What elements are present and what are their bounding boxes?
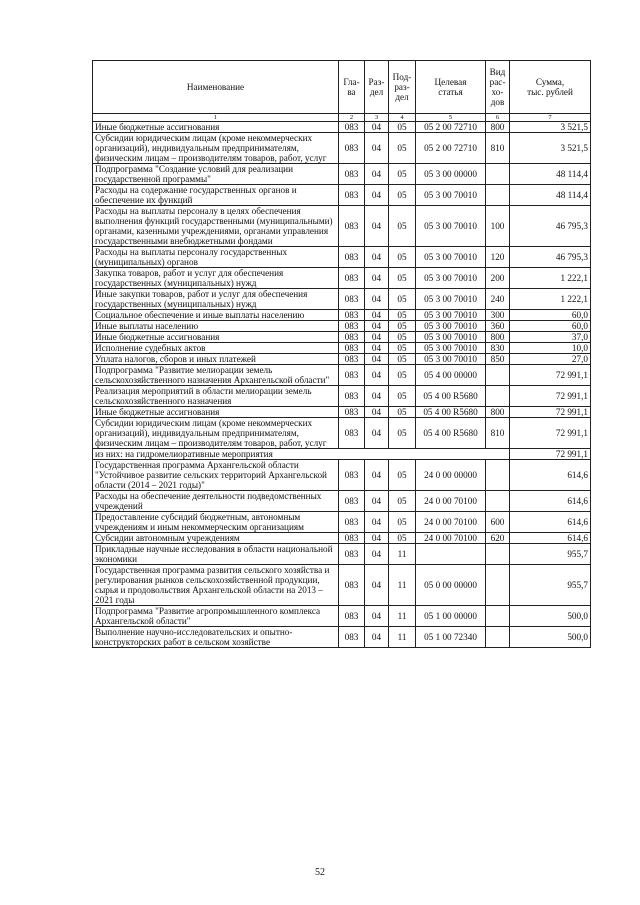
- sum-cell: 500,0: [510, 606, 591, 627]
- podrazdel-cell: 05: [389, 512, 416, 533]
- glava-cell: 083: [339, 512, 365, 533]
- podrazdel-cell: 05: [389, 533, 416, 544]
- vid-cell: [486, 606, 510, 627]
- col-number: 6: [486, 114, 510, 122]
- sum-cell: 1 222,1: [510, 268, 591, 289]
- podrazdel-cell: 05: [389, 122, 416, 133]
- vid-cell: 300: [486, 310, 510, 321]
- col-glava-header: Гла- ва: [339, 61, 365, 114]
- podrazdel-cell: 05: [389, 332, 416, 343]
- podrazdel-cell: 05: [389, 185, 416, 206]
- vid-cell: [486, 365, 510, 386]
- target-cell: 05 3 00 70010: [416, 206, 486, 247]
- razdel-cell: 04: [365, 343, 389, 354]
- podrazdel-cell: 05: [389, 365, 416, 386]
- glava-cell: 083: [339, 491, 365, 512]
- glava-cell: 083: [339, 332, 365, 343]
- razdel-cell: 04: [365, 268, 389, 289]
- name-cell: Подпрограмма "Развитие мелиорации земель сельскохозяйственного назначения Архангельской области": [93, 365, 339, 386]
- podrazdel-cell: 11: [389, 544, 416, 565]
- razdel-cell: 04: [365, 460, 389, 491]
- podrazdel-cell: 05: [389, 321, 416, 332]
- razdel-cell: 04: [365, 164, 389, 185]
- razdel-cell: 04: [365, 365, 389, 386]
- target-cell: 05 4 00 R5680: [416, 386, 486, 407]
- glava-cell: 083: [339, 407, 365, 418]
- table-row: [93, 512, 591, 533]
- razdel-cell: 04: [365, 122, 389, 133]
- sum-cell: 60,0: [510, 321, 591, 332]
- vid-cell: [486, 185, 510, 206]
- name-cell: Социальное обеспечение и иные выплаты населению: [93, 310, 339, 321]
- target-cell: 24 0 00 70100: [416, 491, 486, 512]
- razdel-cell: 04: [365, 247, 389, 268]
- glava-cell: 083: [339, 289, 365, 310]
- vid-cell: 800: [486, 407, 510, 418]
- vid-cell: [486, 544, 510, 565]
- name-cell: Закупка товаров, работ и услуг для обеспечения государственных (муниципальных) нужд: [93, 268, 339, 289]
- table-row: [93, 164, 591, 185]
- table-row: [93, 310, 591, 321]
- name-cell: Субсидии юридическим лицам (кроме некоммерческих организаций), индивидуальным предпринимателям, физическим лицам – производителям товаров, работ, услуг: [93, 418, 339, 449]
- podrazdel-cell: 11: [389, 565, 416, 606]
- sum-cell: 72 991,1: [510, 407, 591, 418]
- glava-cell: 083: [339, 544, 365, 565]
- col-number: 7: [510, 114, 591, 122]
- razdel-cell: 04: [365, 206, 389, 247]
- vid-cell: 800: [486, 332, 510, 343]
- col-number: 2: [339, 114, 365, 122]
- target-cell: 05 4 00 00000: [416, 365, 486, 386]
- table-row: [93, 565, 591, 606]
- table-row: [93, 418, 591, 449]
- target-cell: 24 0 00 00000: [416, 460, 486, 491]
- glava-cell: 083: [339, 533, 365, 544]
- target-cell: 24 0 00 70100: [416, 512, 486, 533]
- razdel-cell: 04: [365, 407, 389, 418]
- table-row: [93, 206, 591, 247]
- razdel-cell: 04: [365, 133, 389, 164]
- razdel-cell: 04: [365, 185, 389, 206]
- table-row: [93, 460, 591, 491]
- razdel-cell: 04: [365, 418, 389, 449]
- target-cell: 05 4 00 R5680: [416, 418, 486, 449]
- podrazdel-cell: 05: [389, 289, 416, 310]
- table-row: [93, 386, 591, 407]
- sum-cell: 3 521,5: [510, 122, 591, 133]
- target-cell: 05 3 00 70010: [416, 354, 486, 365]
- sum-cell: 37,0: [510, 332, 591, 343]
- target-cell: 05 1 00 00000: [416, 606, 486, 627]
- table-row: [93, 122, 591, 133]
- header-row: [93, 61, 591, 114]
- sum-cell: 955,7: [510, 565, 591, 606]
- vid-cell: 620: [486, 533, 510, 544]
- podrazdel-cell: 05: [389, 407, 416, 418]
- razdel-cell: 04: [365, 289, 389, 310]
- vid-cell: 200: [486, 268, 510, 289]
- name-cell: Предоставление субсидий бюджетным, автономным учреждениям и иным некоммерческим организациям: [93, 512, 339, 533]
- glava-cell: 083: [339, 247, 365, 268]
- page-number: 52: [315, 867, 325, 878]
- name-cell: Государственная программа Архангельской области "Устойчивое развитие сельских территорий Архангельской области (2014 – 2021 годы)": [93, 460, 339, 491]
- podrazdel-cell: 11: [389, 627, 416, 648]
- razdel-cell: 04: [365, 627, 389, 648]
- table-row: [93, 354, 591, 365]
- col-sum-header: Сумма, тыс. рублей: [510, 61, 591, 114]
- razdel-cell: 04: [365, 544, 389, 565]
- sum-cell: 46 795,3: [510, 247, 591, 268]
- podrazdel-cell: 05: [389, 164, 416, 185]
- target-cell: 05 3 00 70010: [416, 247, 486, 268]
- column-number-row: [93, 114, 591, 122]
- name-cell: Уплата налогов, сборов и иных платежей: [93, 354, 339, 365]
- podrazdel-cell: 05: [389, 460, 416, 491]
- name-cell: Иные закупки товаров, работ и услуг для обеспечения государственных (муниципальных) нужд: [93, 289, 339, 310]
- podrazdel-cell: 05: [389, 343, 416, 354]
- name-cell: Субсидии юридическим лицам (кроме некоммерческих организаций), индивидуальным предпринимателям, физическим лицам – производителям товаров, работ, услуг: [93, 133, 339, 164]
- glava-cell: 083: [339, 354, 365, 365]
- vid-cell: [486, 386, 510, 407]
- sum-cell: 10,0: [510, 343, 591, 354]
- name-cell: Выполнение научно-исследовательских и опытно-конструкторских работ в сельском хозяйстве: [93, 627, 339, 648]
- name-cell: Расходы на содержание государственных органов и обеспечение их функций: [93, 185, 339, 206]
- vid-cell: 120: [486, 247, 510, 268]
- table-row: [93, 343, 591, 354]
- podrazdel-cell: 05: [389, 133, 416, 164]
- table-row: [93, 332, 591, 343]
- sum-cell: 500,0: [510, 627, 591, 648]
- table-row: [93, 544, 591, 565]
- table-header: [93, 61, 591, 122]
- razdel-cell: 04: [365, 310, 389, 321]
- target-cell: 05 3 00 70010: [416, 289, 486, 310]
- name-cell: Исполнение судебных актов: [93, 343, 339, 354]
- sum-cell: 48 114,4: [510, 164, 591, 185]
- target-cell: 05 3 00 70010: [416, 343, 486, 354]
- sum-cell: 3 521,5: [510, 133, 591, 164]
- name-cell: Расходы на обеспечение деятельности подведомственных учреждений: [93, 491, 339, 512]
- podrazdel-cell: 05: [389, 206, 416, 247]
- name-cell: Государственная программа развития сельского хозяйства и регулирования рынков сельскохозяйственной продукции, сырья и продовольствия Архангельской области на 2013 – 2021 годы: [93, 565, 339, 606]
- target-cell: 05 4 00 R5680: [416, 407, 486, 418]
- name-cell: Иные выплаты населению: [93, 321, 339, 332]
- sum-cell: 72 991,1: [510, 418, 591, 449]
- vid-cell: [486, 627, 510, 648]
- col-number: 5: [416, 114, 486, 122]
- vid-cell: [486, 460, 510, 491]
- name-cell: Иные бюджетные ассигнования: [93, 407, 339, 418]
- glava-cell: 083: [339, 185, 365, 206]
- target-cell: [416, 544, 486, 565]
- table-row: [93, 185, 591, 206]
- sum-cell: 72 991,1: [510, 449, 591, 460]
- name-cell: Подпрограмма "Развитие агропромышленного комплекса Архангельской области": [93, 606, 339, 627]
- table-row: [93, 533, 591, 544]
- vid-cell: 360: [486, 321, 510, 332]
- razdel-cell: 04: [365, 512, 389, 533]
- podrazdel-cell: 05: [389, 386, 416, 407]
- sum-cell: 48 114,4: [510, 185, 591, 206]
- podrazdel-cell: 05: [389, 268, 416, 289]
- name-cell: Подпрограмма "Создание условий для реализации государственной программы": [93, 164, 339, 185]
- razdel-cell: 04: [365, 321, 389, 332]
- table-row: [93, 289, 591, 310]
- table-row: [93, 268, 591, 289]
- glava-cell: 083: [339, 206, 365, 247]
- sum-cell: 614,6: [510, 533, 591, 544]
- sum-cell: 72 991,1: [510, 365, 591, 386]
- sum-cell: 614,6: [510, 512, 591, 533]
- vid-cell: 810: [486, 418, 510, 449]
- vid-cell: [486, 565, 510, 606]
- razdel-cell: 04: [365, 606, 389, 627]
- name-cell: Субсидии автономным учреждениям: [93, 533, 339, 544]
- vid-cell: 600: [486, 512, 510, 533]
- glava-cell: 083: [339, 310, 365, 321]
- glava-cell: 083: [339, 268, 365, 289]
- razdel-cell: 04: [365, 354, 389, 365]
- vid-cell: 810: [486, 133, 510, 164]
- glava-cell: 083: [339, 386, 365, 407]
- glava-cell: 083: [339, 418, 365, 449]
- table-row: [93, 321, 591, 332]
- razdel-cell: 04: [365, 332, 389, 343]
- col-number: 1: [93, 114, 339, 122]
- target-cell: 05 2 00 72710: [416, 133, 486, 164]
- glava-cell: 083: [339, 321, 365, 332]
- target-cell: 05 0 00 00000: [416, 565, 486, 606]
- table-row: [93, 491, 591, 512]
- note-cell: из них: на гидромелиоративные мероприятия: [93, 449, 510, 460]
- target-cell: 05 3 00 70010: [416, 268, 486, 289]
- target-cell: 05 1 00 72340: [416, 627, 486, 648]
- table-row: [93, 407, 591, 418]
- col-podrazdel-header: Под- раз- дел: [389, 61, 416, 114]
- glava-cell: 083: [339, 627, 365, 648]
- sum-cell: 955,7: [510, 544, 591, 565]
- col-name-header: Наименование: [93, 61, 339, 114]
- name-cell: Реализация мероприятий в области мелиорации земель сельскохозяйственного назначения: [93, 386, 339, 407]
- podrazdel-cell: 11: [389, 606, 416, 627]
- name-cell: Расходы на выплаты персоналу в целях обеспечения выполнения функций государственными (муниципальными) органами, казенными учреждениями, органами управления государственными внебюджетными фондами: [93, 206, 339, 247]
- vid-cell: 240: [486, 289, 510, 310]
- col-target-header: Целевая статья: [416, 61, 486, 114]
- target-cell: 05 3 00 00000: [416, 164, 486, 185]
- table-row: [93, 449, 591, 460]
- razdel-cell: 04: [365, 491, 389, 512]
- podrazdel-cell: 05: [389, 491, 416, 512]
- sum-cell: 27,0: [510, 354, 591, 365]
- table-row: [93, 133, 591, 164]
- table-row: [93, 627, 591, 648]
- table-body: [93, 122, 591, 648]
- glava-cell: 083: [339, 606, 365, 627]
- col-number: 4: [389, 114, 416, 122]
- glava-cell: 083: [339, 122, 365, 133]
- glava-cell: 083: [339, 460, 365, 491]
- vid-cell: 800: [486, 122, 510, 133]
- budget-table: [92, 60, 591, 648]
- table-row: [93, 606, 591, 627]
- col-vid-header: Вид рас- хо- дов: [486, 61, 510, 114]
- razdel-cell: 04: [365, 533, 389, 544]
- table-row: [93, 247, 591, 268]
- vid-cell: 100: [486, 206, 510, 247]
- target-cell: 05 3 00 70010: [416, 310, 486, 321]
- col-razdel-header: Раз- дел: [365, 61, 389, 114]
- name-cell: Прикладные научные исследования в области национальной экономики: [93, 544, 339, 565]
- target-cell: 05 3 00 70010: [416, 321, 486, 332]
- table-row: [93, 365, 591, 386]
- sum-cell: 1 222,1: [510, 289, 591, 310]
- razdel-cell: 04: [365, 386, 389, 407]
- podrazdel-cell: 05: [389, 354, 416, 365]
- podrazdel-cell: 05: [389, 418, 416, 449]
- glava-cell: 083: [339, 133, 365, 164]
- glava-cell: 083: [339, 365, 365, 386]
- target-cell: 05 2 00 72710: [416, 122, 486, 133]
- vid-cell: 830: [486, 343, 510, 354]
- glava-cell: 083: [339, 164, 365, 185]
- target-cell: 24 0 00 70100: [416, 533, 486, 544]
- razdel-cell: 04: [365, 565, 389, 606]
- glava-cell: 083: [339, 565, 365, 606]
- name-cell: Иные бюджетные ассигнования: [93, 332, 339, 343]
- podrazdel-cell: 05: [389, 247, 416, 268]
- vid-cell: [486, 491, 510, 512]
- col-number: 3: [365, 114, 389, 122]
- target-cell: 05 3 00 70010: [416, 332, 486, 343]
- sum-cell: 72 991,1: [510, 386, 591, 407]
- sum-cell: 60,0: [510, 310, 591, 321]
- sum-cell: 614,6: [510, 491, 591, 512]
- vid-cell: [486, 164, 510, 185]
- vid-cell: 850: [486, 354, 510, 365]
- name-cell: Расходы на выплаты персоналу государственных (муниципальных) органов: [93, 247, 339, 268]
- sum-cell: 46 795,3: [510, 206, 591, 247]
- podrazdel-cell: 05: [389, 310, 416, 321]
- sum-cell: 614,6: [510, 460, 591, 491]
- target-cell: 05 3 00 70010: [416, 185, 486, 206]
- glava-cell: 083: [339, 343, 365, 354]
- name-cell: Иные бюджетные ассигнования: [93, 122, 339, 133]
